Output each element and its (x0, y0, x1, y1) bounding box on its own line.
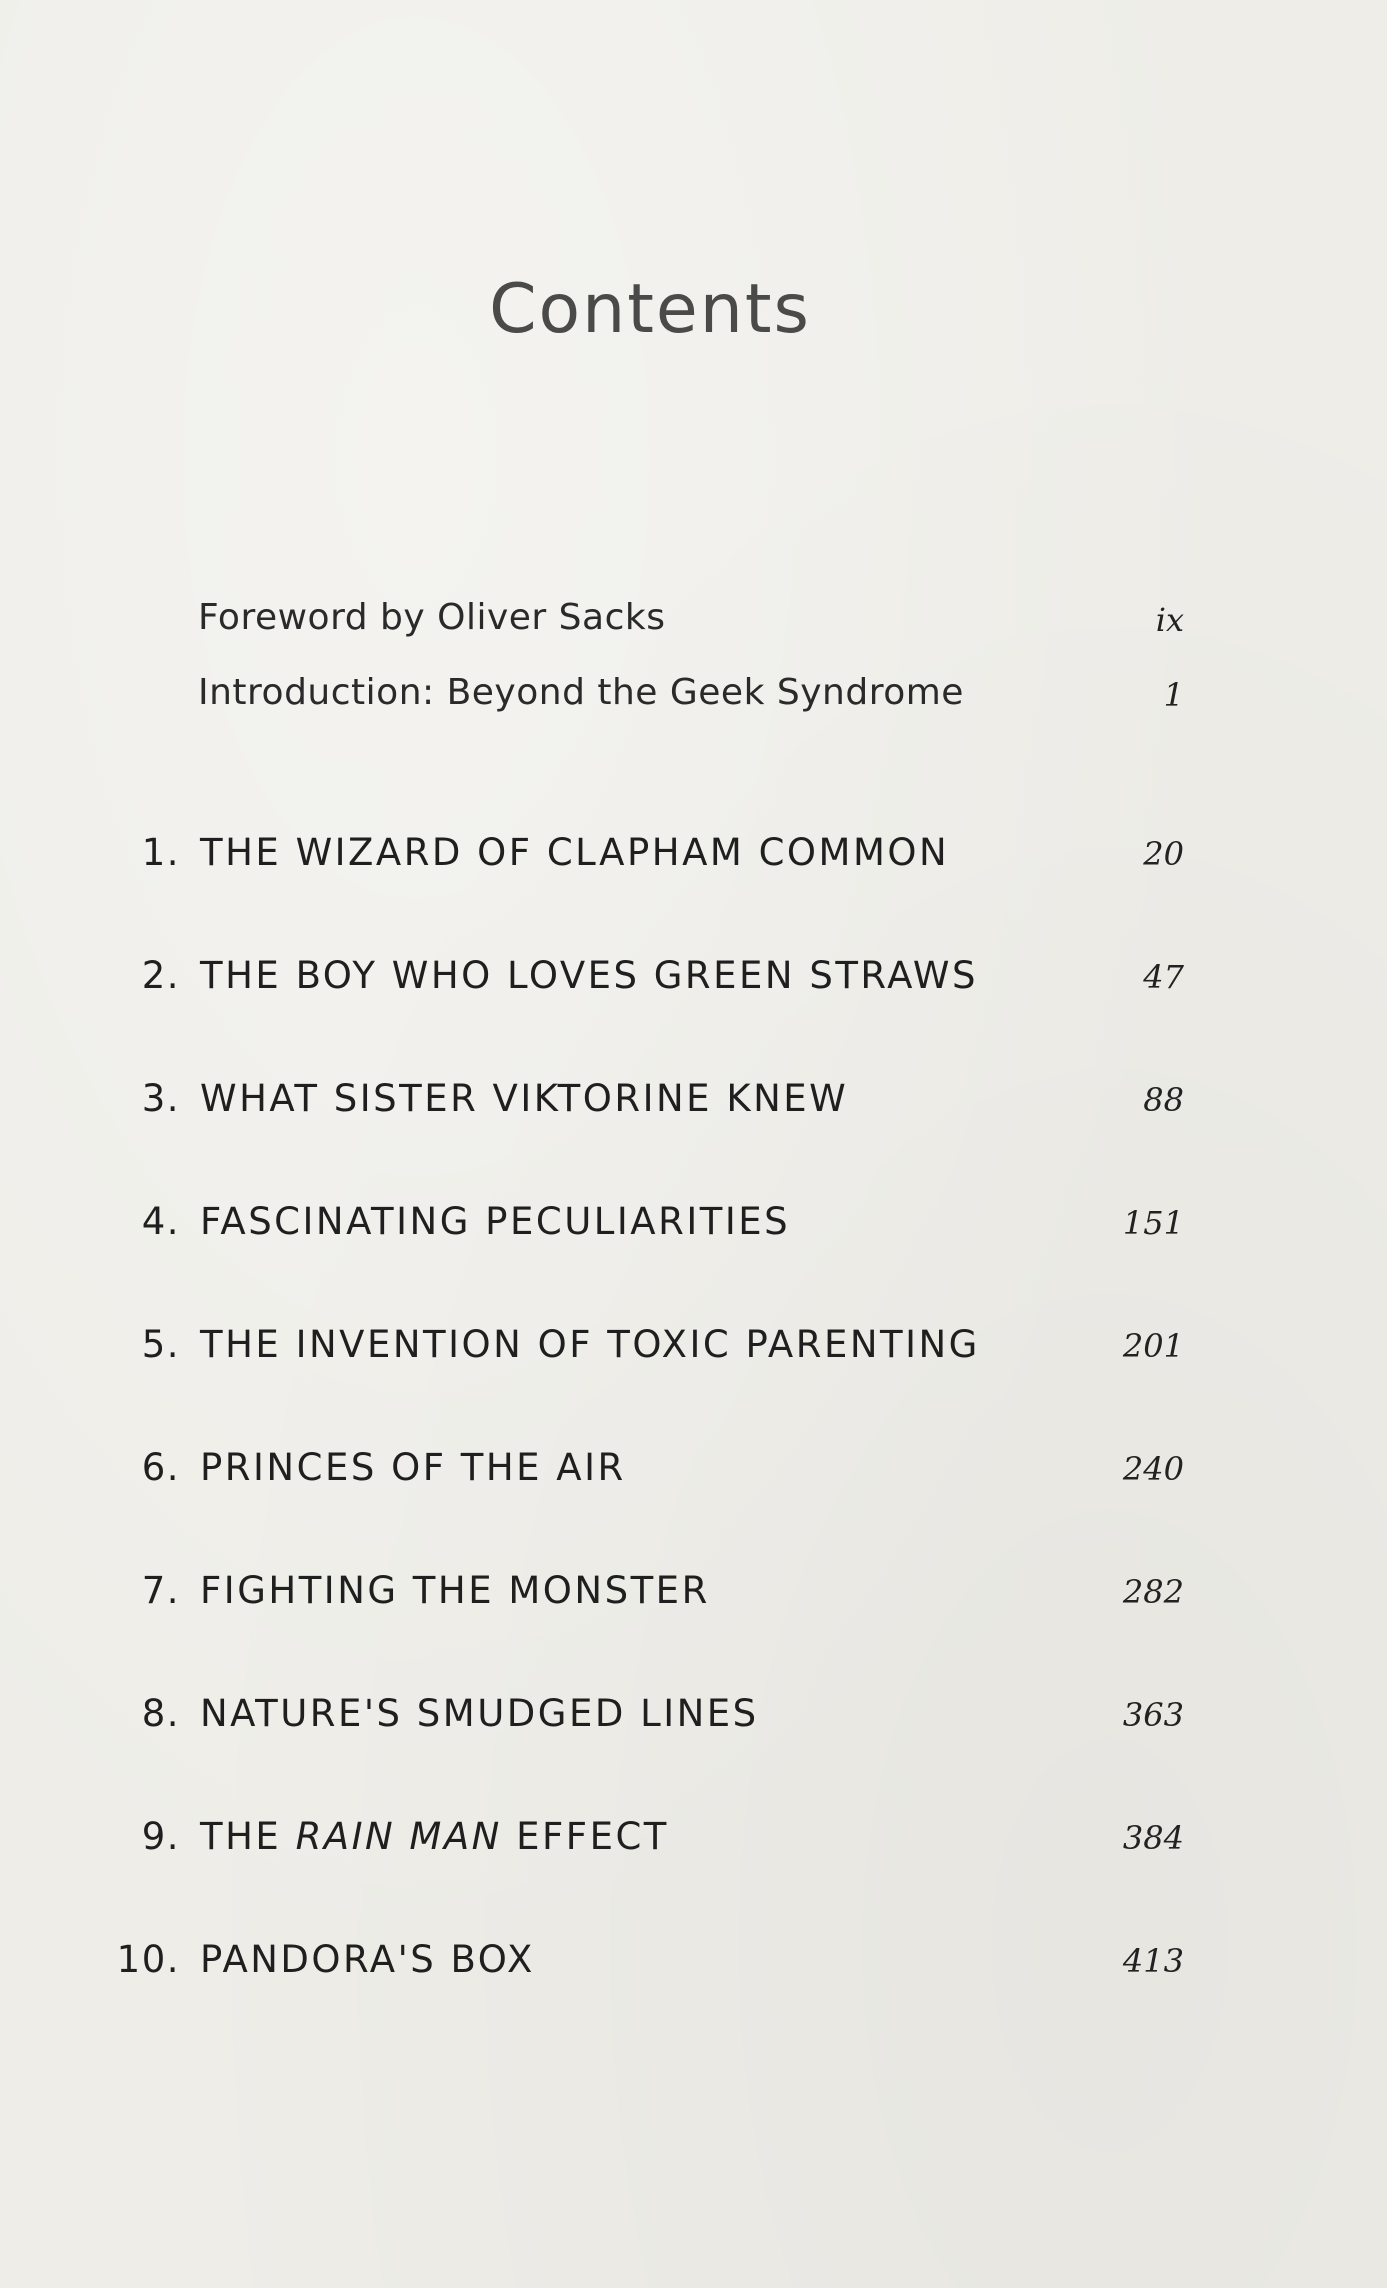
chapter-page: 201 (1122, 1327, 1184, 1365)
chapter-number: 1. (141, 831, 180, 874)
chapter-number: 2. (141, 954, 180, 997)
contents-heading: Contents (489, 270, 811, 349)
chapter-title-suffix: EFFECT (501, 1815, 669, 1858)
toc-entry-foreword: Foreword by Oliver Sacks (198, 597, 666, 638)
chapter-page: 282 (1122, 1573, 1184, 1611)
chapter-number: 4. (141, 1200, 180, 1243)
chapter-title: THE BOY WHO LOVES GREEN STRAWS (200, 954, 978, 997)
chapter-page: 240 (1122, 1450, 1184, 1488)
toc-entry-introduction: Introduction: Beyond the Geek Syndrome (198, 672, 964, 713)
chapter-title-prefix: THE (200, 1815, 296, 1858)
chapter-number: 7. (141, 1569, 180, 1612)
chapter-title: PANDORA'S BOX (200, 1938, 535, 1981)
chapter-title: FIGHTING THE MONSTER (200, 1569, 710, 1612)
toc-page-introduction: 1 (1163, 676, 1184, 714)
chapter-title: PRINCES OF THE AIR (200, 1446, 626, 1489)
chapter-number: 5. (141, 1323, 180, 1366)
chapter-page: 20 (1143, 835, 1184, 873)
chapter-page: 47 (1143, 958, 1184, 996)
chapter-page: 384 (1122, 1819, 1184, 1857)
chapter-title: FASCINATING PECULIARITIES (200, 1200, 791, 1243)
chapter-number: 9. (141, 1815, 180, 1858)
chapter-title: THE WIZARD OF CLAPHAM COMMON (200, 831, 950, 874)
chapter-number: 10. (116, 1938, 180, 1981)
chapter-number: 6. (141, 1446, 180, 1489)
chapter-title: WHAT SISTER VIKTORINE KNEW (200, 1077, 849, 1120)
chapter-number: 8. (141, 1692, 180, 1735)
chapter-title-italic: RAIN MAN (295, 1815, 502, 1858)
chapter-title (200, 1815, 669, 1858)
chapter-page: 413 (1122, 1942, 1184, 1980)
chapter-number: 3. (141, 1077, 180, 1120)
chapter-title: NATURE'S SMUDGED LINES (200, 1692, 759, 1735)
chapter-title: THE INVENTION OF TOXIC PARENTING (200, 1323, 980, 1366)
chapter-page: 88 (1143, 1081, 1184, 1119)
chapter-page: 363 (1122, 1696, 1184, 1734)
toc-page-foreword: ix (1155, 601, 1184, 639)
chapter-page: 151 (1122, 1204, 1184, 1242)
